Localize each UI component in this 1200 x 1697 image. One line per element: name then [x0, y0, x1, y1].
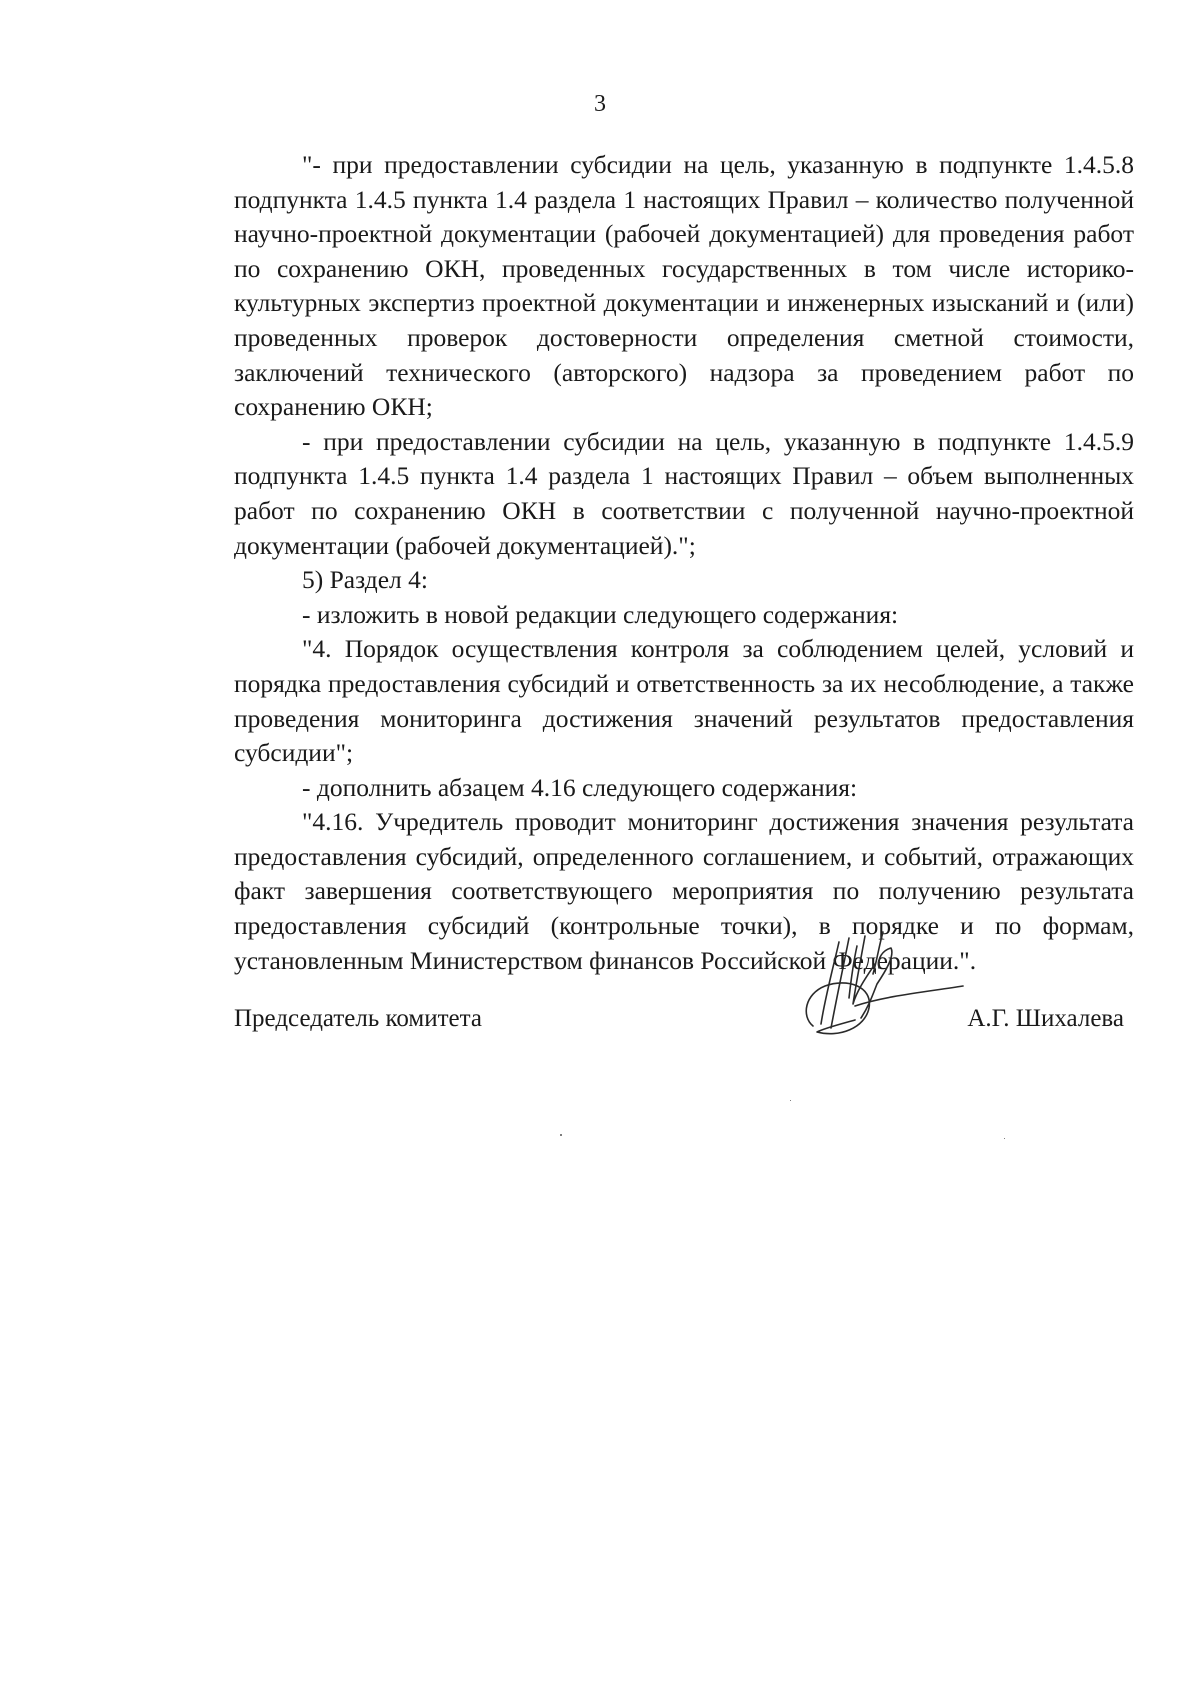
signatory-position: Председатель комитета — [234, 1005, 482, 1032]
paragraph-new-edition: - изложить в новой редакции следующего содержания: — [302, 599, 899, 629]
paragraph-subsidy-goal-1-4-5-9: - при предоставлении субсидии на цель, указанную в подпункте 1.4.5.9 подпункта 1.4.5 пункта 1.4 раздела 1 настоящих Правил – объем выполненных работ по сохранению ОКН в соответствии с полученной научно-проектной документации (рабочей документацией)."; — [234, 426, 1134, 560]
paragraph-section-4-title: "4. Порядок осуществления контроля за соблюдением целей, условий и порядка предоставления субсидий и ответственность за их несоблюдение, а также проведения мониторинга достижения значений результатов предоставления субсидии"; — [234, 634, 1134, 768]
scan-speck — [560, 1134, 562, 1136]
signature-block — [234, 990, 1134, 1050]
document-body — [234, 148, 1134, 978]
paragraph-subsidy-goal-1-4-5-8: "- при предоставлении субсидии на цель, указанную в подпункте 1.4.5.8 подпункта 1.4.5 пункта 1.4 раздела 1 настоящих Правил – количество полученной научно-проектной документации (рабочей документацией) для проведения работ по сохранению ОКН, проведенных государственных в том числе историко-культурных экспертиз проектной документации и инженерных изысканий и (или) проведенных проверок достоверности определения сметной стоимости, заключений технического (авторского) надзора за проведением работ по сохранению ОКН; — [234, 150, 1134, 422]
paragraph-section-4-heading: 5) Раздел 4: — [302, 565, 428, 595]
page-number: 3 — [594, 91, 606, 117]
scan-speck — [790, 1100, 791, 1101]
scan-speck — [1004, 1138, 1005, 1139]
signatory-name: А.Г. Шихалева — [967, 1005, 1124, 1032]
paragraph-add-4-16: - дополнить абзацем 4.16 следующего содержания: — [302, 772, 858, 802]
paragraph-4-16-text: "4.16. Учредитель проводит мониторинг достижения значения результата предоставления субсидий, определенного соглашением, и событий, отражающих факт завершения соответствующего мероприятия по получению результата предоставления субсидий (контрольные точки), в порядке и по формам, установленным Министерством финансов Российской Федерации.". — [234, 807, 1134, 975]
